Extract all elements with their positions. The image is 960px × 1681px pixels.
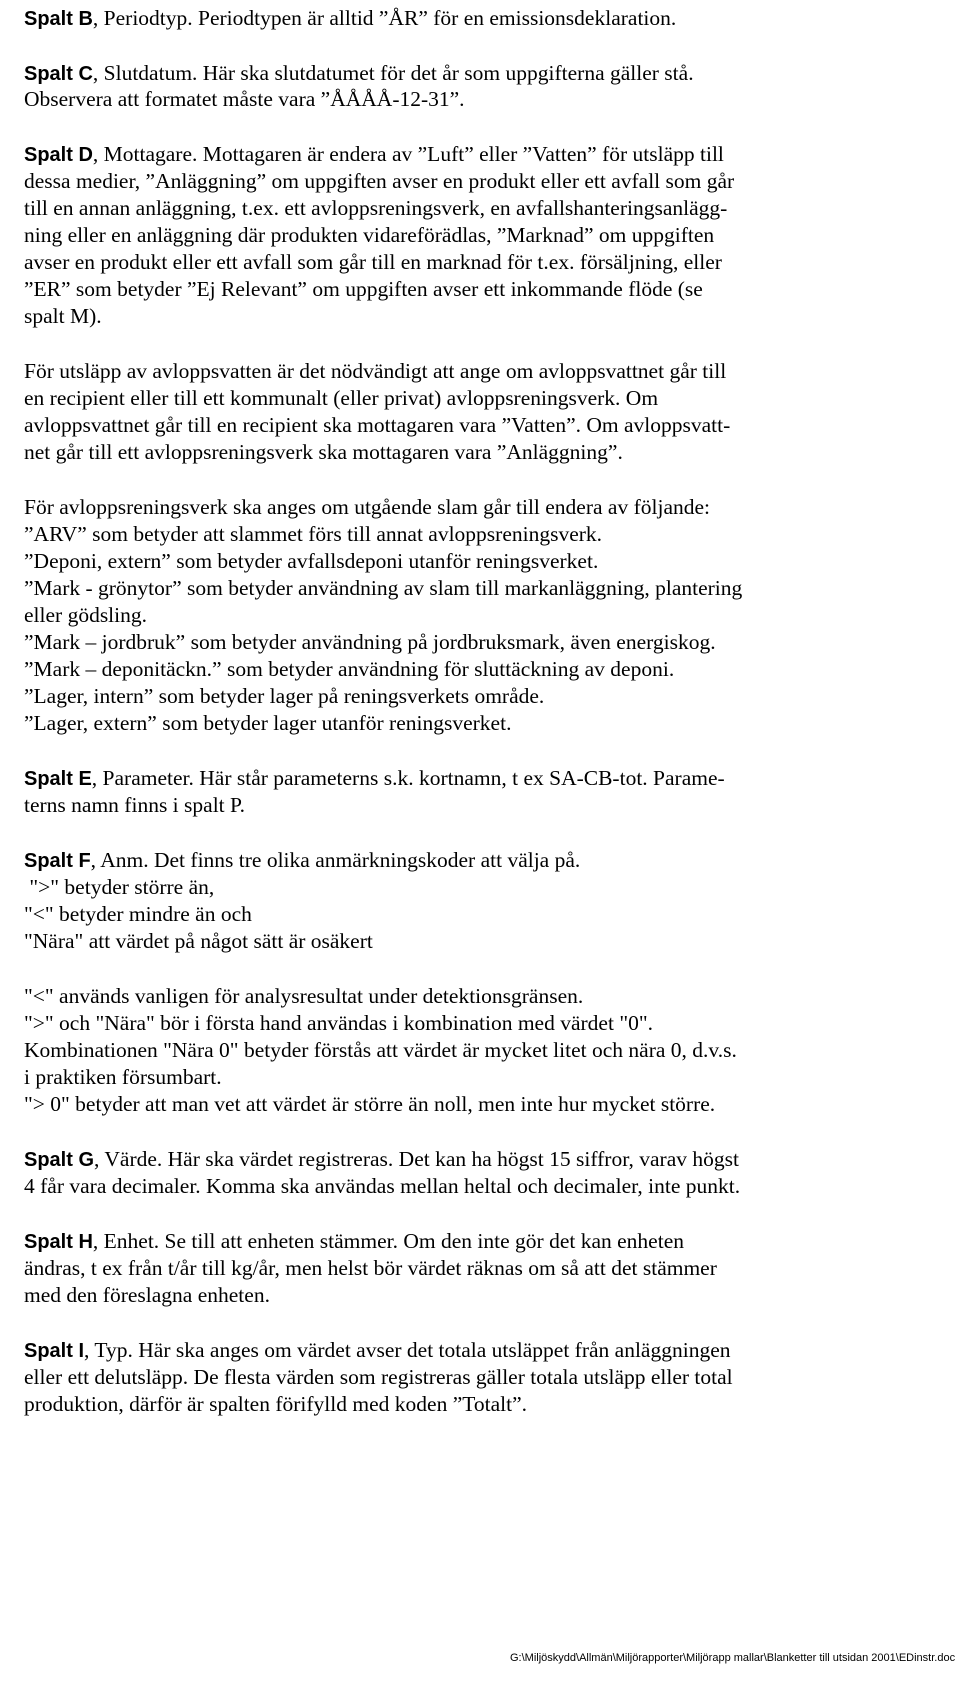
paragraph-line xyxy=(24,493,710,521)
paragraph-line xyxy=(24,927,373,955)
paragraph-line xyxy=(24,682,544,710)
line-text: , Mottagare. Mottagaren är endera av ”Luft” eller ”Vatten” för utsläpp till xyxy=(92,142,724,166)
line-text: med den föreslagna enheten. xyxy=(24,1283,270,1307)
paragraph-line xyxy=(24,384,658,412)
paragraph-line xyxy=(24,438,623,466)
paragraph-line xyxy=(24,1172,740,1200)
paragraph-line xyxy=(24,1390,527,1418)
paragraph-line xyxy=(24,982,583,1010)
line-text: "<" betyder mindre än och xyxy=(24,902,252,926)
paragraph-line xyxy=(24,764,725,793)
line-text: i praktiken försumbart. xyxy=(24,1065,222,1089)
line-text: , Anm. Det finns tre olika anmärkningskoder att välja på. xyxy=(90,848,581,872)
paragraph-line xyxy=(24,574,742,602)
line-text: "Nära" att värdet på något sätt är osäkert xyxy=(24,929,373,953)
paragraph-line xyxy=(24,520,602,548)
paragraph-line xyxy=(24,1090,715,1118)
paragraph-line xyxy=(24,167,734,195)
paragraph-line xyxy=(24,140,724,169)
line-text: För utsläpp av avloppsvatten är det nödvändigt att ange om avloppsvattnet går till xyxy=(24,359,727,383)
paragraph-line xyxy=(24,411,730,439)
line-text: För avloppsreningsverk ska anges om utgående slam går till endera av följande: xyxy=(24,495,711,519)
column-label: Spalt B xyxy=(24,8,93,30)
line-text: , Parameter. Här står parameterns s.k. kortnamn, t ex SA-CB-tot. Parame- xyxy=(91,766,725,790)
line-text: "<" används vanligen för analysresultat under detektionsgränsen. xyxy=(24,984,584,1008)
line-text: ”Mark – jordbruk” som betyder användning på jordbruksmark, även energiskog. xyxy=(24,630,716,654)
paragraph-line xyxy=(24,1336,731,1365)
paragraph-line xyxy=(24,302,102,330)
paragraph-line xyxy=(24,4,676,33)
paragraph-line xyxy=(24,873,214,901)
paragraph-line xyxy=(24,1145,739,1174)
paragraph-line xyxy=(24,547,598,575)
line-text: dessa medier, ”Anläggning” om uppgiften avser en produkt eller ett avfall som går xyxy=(24,169,735,193)
paragraph-line xyxy=(24,85,465,113)
line-text: ">" betyder större än, xyxy=(24,875,215,899)
column-label: Spalt D xyxy=(24,144,93,166)
line-text: , Enhet. Se till att enheten stämmer. Om den inte gör det kan enheten xyxy=(92,1229,684,1253)
line-text: 4 får vara decimaler. Komma ska användas mellan heltal och decimaler, inte punkt. xyxy=(24,1174,741,1198)
line-text: ”Lager, extern” som betyder lager utanför reningsverket. xyxy=(24,711,512,735)
line-text: eller gödsling. xyxy=(24,603,148,627)
line-text: ”Mark - grönytor” som betyder användning av slam till markanläggning, plantering xyxy=(24,576,743,600)
column-label: Spalt G xyxy=(24,1149,95,1171)
column-label: Spalt E xyxy=(24,768,92,790)
line-text: ning eller en anläggning där produkten vidareförädlas, ”Marknad” om uppgiften xyxy=(24,223,715,247)
line-text: ”Deponi, extern” som betyder avfallsdeponi utanför reningsverket. xyxy=(24,549,599,573)
paragraph-line xyxy=(24,791,245,819)
column-label: Spalt I xyxy=(24,1340,85,1362)
paragraph-line xyxy=(24,1281,270,1309)
footer-file-path: G:\Miljöskydd\Allmän\Miljörapporter\Miljörapp mallar\Blanketter till utsidan 2001\EDinstr.doc xyxy=(510,1652,956,1664)
line-text: till en annan anläggning, t.ex. ett avloppsreningsverk, en avfallshanteringsanlägg- xyxy=(24,196,728,220)
line-text: spalt M). xyxy=(24,304,102,328)
line-text: , Typ. Här ska anges om värdet avser det totala utsläppet från anläggningen xyxy=(84,1338,731,1362)
line-text: en recipient eller till ett kommunalt (eller privat) avloppsreningsverk. Om xyxy=(24,386,659,410)
paragraph-line xyxy=(24,846,580,875)
line-text: net går till ett avloppsreningsverk ska mottagaren vara ”Anläggning”. xyxy=(24,440,623,464)
paragraph-line xyxy=(24,1036,737,1064)
line-text: Observera att formatet måste vara ”ÅÅÅÅ-12-31”. xyxy=(24,87,465,111)
line-text: ">" och "Nära" bör i första hand användas i kombination med värdet "0". xyxy=(24,1011,653,1035)
line-text: produktion, därför är spalten förifylld med koden ”Totalt”. xyxy=(24,1392,527,1416)
paragraph-line xyxy=(24,194,727,222)
line-text: ändras, t ex från t/år till kg/år, men helst bör värdet räknas om så att det stämmer xyxy=(24,1256,717,1280)
line-text: terns namn finns i spalt P. xyxy=(24,793,245,817)
paragraph-line xyxy=(24,1363,733,1391)
paragraph-line xyxy=(24,709,511,737)
paragraph-line xyxy=(24,275,703,303)
paragraph-line xyxy=(24,248,722,276)
column-label: Spalt F xyxy=(24,850,91,872)
paragraph-line xyxy=(24,357,726,385)
paragraph-line xyxy=(24,1254,717,1282)
line-text: eller ett delutsläpp. De flesta värden som registreras gäller totala utsläpp eller total xyxy=(24,1365,733,1389)
paragraph-line xyxy=(24,601,147,629)
line-text: avloppsvattnet går till en recipient ska mottagaren vara ”Vatten”. Om avloppsvatt- xyxy=(24,413,731,437)
paragraph-line xyxy=(24,1063,222,1091)
paragraph-line xyxy=(24,221,714,249)
column-label: Spalt H xyxy=(24,1231,93,1253)
line-text: , Slutdatum. Här ska slutdatumet för det år som uppgifterna gäller stå. xyxy=(92,61,694,85)
line-text: ”Mark – deponitäckn.” som betyder användning för sluttäckning av deponi. xyxy=(24,657,675,681)
line-text: ”Lager, intern” som betyder lager på reningsverkets område. xyxy=(24,684,545,708)
line-text: Kombinationen "Nära 0" betyder förstås att värdet är mycket litet och nära 0, d.v.s. xyxy=(24,1038,737,1062)
paragraph-line xyxy=(24,59,694,88)
column-label: Spalt C xyxy=(24,63,93,85)
paragraph-line xyxy=(24,1009,653,1037)
line-text: avser en produkt eller ett avfall som går till en marknad för t.ex. försäljning, eller xyxy=(24,250,722,274)
paragraph-line xyxy=(24,1227,684,1256)
line-text: ”ER” som betyder ”Ej Relevant” om uppgiften avser ett inkommande flöde (se xyxy=(24,277,703,301)
line-text: ”ARV” som betyder att slammet förs till annat avloppsreningsverk. xyxy=(24,522,603,546)
paragraph-line xyxy=(24,655,674,683)
line-text: , Periodtyp. Periodtypen är alltid ”ÅR” för en emissionsdeklaration. xyxy=(92,6,677,30)
paragraph-line xyxy=(24,628,716,656)
line-text: , Värde. Här ska värdet registreras. Det kan ha högst 15 siffror, varav högst xyxy=(94,1147,739,1171)
line-text: "> 0" betyder att man vet att värdet är större än noll, men inte hur mycket större. xyxy=(24,1092,716,1116)
paragraph-line xyxy=(24,900,252,928)
